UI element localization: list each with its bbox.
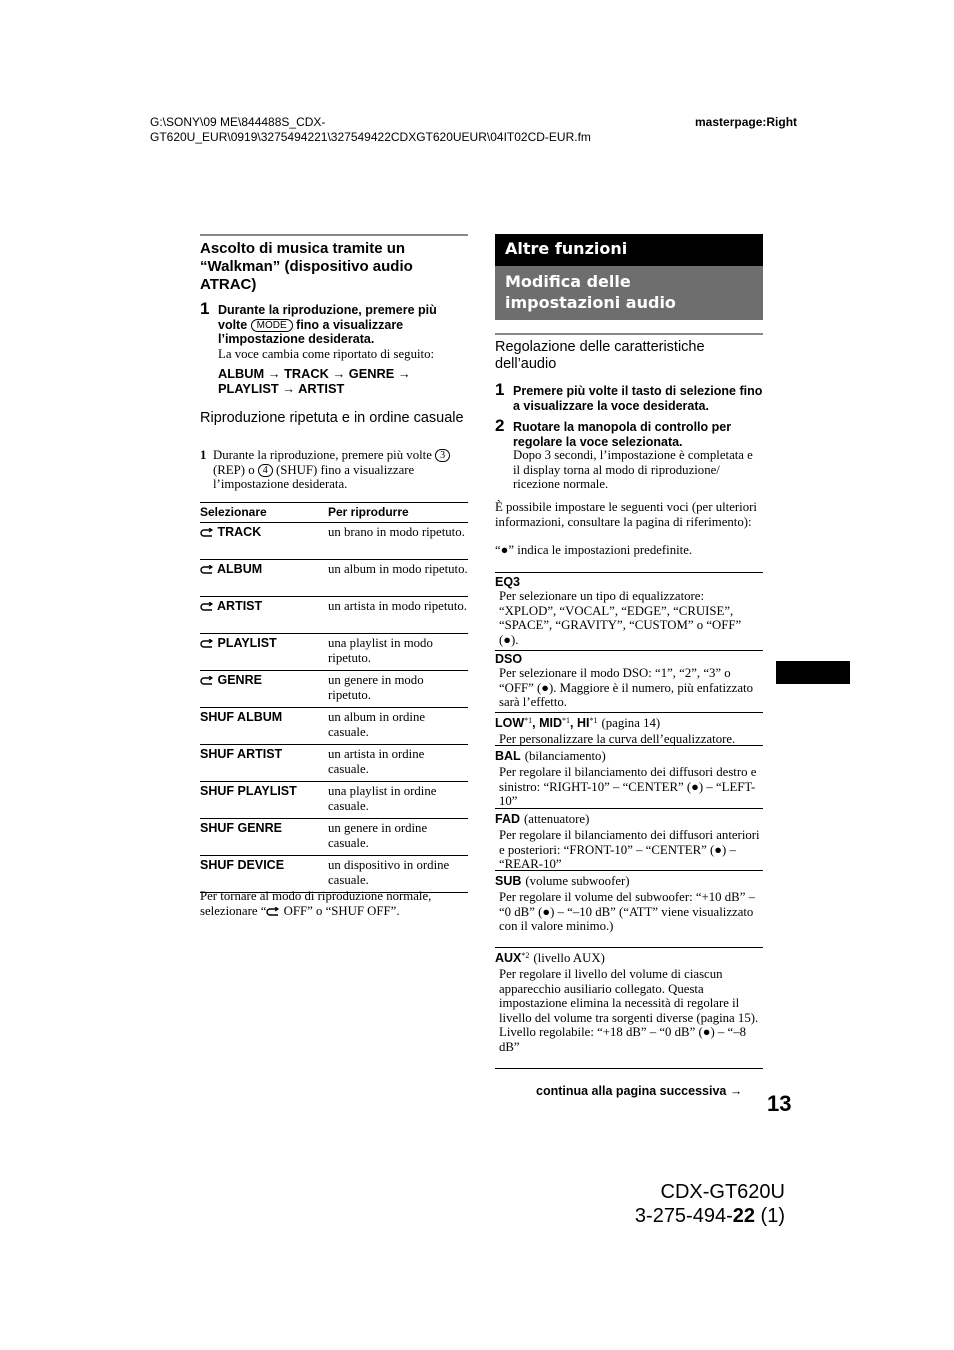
step-number: 1 — [495, 380, 505, 399]
table-header: Selezionare — [200, 503, 328, 523]
table-cell-description: un album in ordine casuale. — [328, 708, 468, 745]
key-3-icon: 3 — [435, 449, 450, 462]
repeat-instruction: Durante la riproduzione, premere più volte 3 (REP) o 4 (SHUF) fino a visualizzare l’impostazione desiderata. — [213, 448, 468, 492]
section-rule — [495, 333, 763, 335]
masterpage-label: masterpage:Right — [695, 115, 798, 129]
table-cell-mode: PLAYLIST — [200, 634, 328, 671]
table-cell-description: un artista in modo ripetuto. — [328, 597, 468, 634]
table-cell-mode: SHUF ARTIST — [200, 745, 328, 782]
table-cell-description: una playlist in ordine casuale. — [328, 782, 468, 819]
table-row — [200, 782, 468, 819]
repeat-icon — [266, 906, 280, 921]
section-rule — [200, 234, 468, 236]
table-row — [200, 708, 468, 745]
table-row — [200, 819, 468, 856]
table-row — [200, 523, 468, 560]
table-cell-description: un genere in ordine casuale. — [328, 819, 468, 856]
setting-low-mid-hi: LOW$^{*1}$, MID$^{*1}$, HI$^{*1}$ (pagina 14) Per personalizzare la curva dell’equalizzatore. — [495, 712, 763, 746]
table-row — [200, 560, 468, 597]
table-footnote: Per tornare al modo di riproduzione normale, selezionare “ OFF” o “SHUF OFF”. — [200, 889, 468, 920]
repeat-shuffle-table — [200, 502, 468, 893]
step-note: Dopo 3 secondi, l’impostazione è completata e il display torna al modo di riproduzione/ ricezione normale. — [513, 448, 753, 491]
table-cell-description: un brano in modo ripetuto. — [328, 523, 468, 560]
step-instruction: Ruotare la manopola di controllo per regolare la voce selezionata. — [513, 420, 732, 449]
intro-text: È possibile impostare le seguenti voci (per ulteriori informazioni, consultare la pagina di riferimento): — [495, 500, 757, 529]
mode-sequence: ALBUM → TRACK → GENRE → PLAYLIST → ARTIST — [218, 366, 411, 396]
step-note: La voce cambia come riportato di seguito: — [218, 347, 435, 361]
table-cell-description: un genere in modo ripetuto. — [328, 671, 468, 708]
table-cell-description: un dispositivo in ordine casuale. — [328, 856, 468, 893]
mode-key-icon: MODE — [251, 319, 293, 332]
table-row — [200, 745, 468, 782]
step-number: 2 — [495, 416, 505, 435]
step-instruction: Premere più volte il tasto di selezione fino a visualizzare la voce desiderata. — [513, 384, 763, 413]
table-cell-mode: SHUF ALBUM — [200, 708, 328, 745]
section-band: Modifica delle impostazioni audio — [495, 266, 763, 320]
step-instruction: Durante la riproduzione, premere più volte MODE fino a visualizzare l’impostazione desiderata. — [218, 303, 437, 346]
repeat-icon — [200, 527, 214, 541]
thumb-tab — [776, 661, 850, 684]
table-row — [200, 597, 468, 634]
file-path: G:\SONY\09 ME\844488S_CDX- GT620U_EUR\0919\3275494221\327549422CDXGT620UEUR\04IT02CD-EUR.fm — [150, 115, 591, 144]
repeat-icon — [200, 675, 214, 689]
section-title: Ascolto di musica tramite un “Walkman” (dispositivo audio ATRAC) — [200, 240, 413, 293]
table-cell-mode: TRACK — [200, 523, 328, 560]
table-cell-mode: SHUF PLAYLIST — [200, 782, 328, 819]
table-row — [200, 856, 468, 893]
key-4-icon: 4 — [258, 464, 273, 477]
continue-note: continua alla pagina successiva → — [536, 1084, 743, 1098]
step-number: 1 — [200, 448, 207, 462]
subsection-title: Regolazione delle caratteristiche dell’audio — [495, 339, 705, 372]
table-row — [200, 671, 468, 708]
step-number: 1 — [200, 299, 210, 318]
table-header: Per riprodurre — [328, 503, 468, 523]
table-cell-description: una playlist in modo ripetuto. — [328, 634, 468, 671]
setting-dso: DSO Per selezionare il modo DSO: “1”, “2”, “3” o “OFF” (●). Maggiore è il numero, più enfatizzato sarà l’effetto. — [495, 650, 763, 713]
chapter-band: Altre funzioni — [495, 234, 763, 266]
repeat-icon — [200, 601, 214, 615]
table-cell-mode: ARTIST — [200, 597, 328, 634]
setting-fad: FAD (attenuatore) Per regolare il bilanciamento dei diffusori anteriori e posteriori: “FRONT-10” – “CENTER” (●) – “REAR-10” — [495, 808, 763, 871]
model-info: CDX-GT620U 3-275-494-22 (1) — [634, 1181, 785, 1227]
table-cell-description: un artista in ordine casuale. — [328, 745, 468, 782]
page-number: 13 — [767, 1091, 792, 1116]
setting-bal: BAL (bilanciamento) Per regolare il bilanciamento dei diffusori destro e sinistro: “RIGHT-10” – “CENTER” (●) – “LEFT-10” — [495, 745, 763, 808]
setting-eq3: EQ3 Per selezionare un tipo di equalizzatore: “XPLOD”, “VOCAL”, “EDGE”, “CRUISE”, “SPACE”, “GRAVITY”, “CUSTOM” o “OFF” (●). — [495, 572, 763, 651]
table-cell-mode: ALBUM — [200, 560, 328, 597]
default-note: “●” indica le impostazioni predefinite. — [495, 543, 693, 557]
repeat-icon — [200, 638, 214, 652]
setting-sub: SUB (volume subwoofer) Per regolare il volume del subwoofer: “+10 dB” – “0 dB” (●) – “–10 dB” (“ATT” viene visualizzato con il valore minimo.) — [495, 870, 763, 948]
table-row — [200, 634, 468, 671]
table-cell-mode: SHUF DEVICE — [200, 856, 328, 893]
repeat-icon — [200, 564, 214, 578]
table-cell-mode: GENRE — [200, 671, 328, 708]
subsection-title: Riproduzione ripetuta e in ordine casuale — [200, 410, 464, 426]
table-cell-description: un album in modo ripetuto. — [328, 560, 468, 597]
table-cell-mode: SHUF GENRE — [200, 819, 328, 856]
setting-aux: AUX$^{*2}$ (livello AUX) Per regolare il livello del volume di ciascun apparecchio ausiliario collegato. Questa impostazione elimina la necessità di regolare il livello del volume tra sorgenti diverse (pagina 15). Livello regolabile: “+18 dB” – “0 dB” (●) – “–8 dB” — [495, 947, 763, 1069]
